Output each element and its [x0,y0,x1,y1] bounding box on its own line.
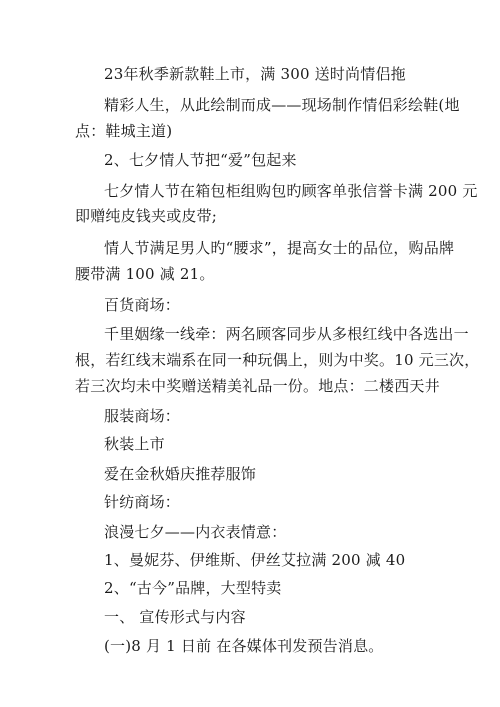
text-line: 精彩人生，从此绘制而成——现场制作情侣彩绘鞋(地 [104,96,460,114]
section-heading: 服装商场： [104,407,181,425]
section-heading: 2、七夕情人节把“爱”包起来 [104,151,297,169]
text-line: 秋装上市 [104,435,165,453]
section-heading: 一、 宣传形式与内容 [104,608,246,626]
section-heading: 针纺商场： [104,493,181,511]
text-line: 23年秋季新款鞋上市，满 300 送时尚情侣拖 [104,65,406,83]
text-line: 即赠纯皮钱夹或皮带; [75,207,218,225]
list-item: 1、曼妮芬、伊维斯、伊丝艾拉满 200 减 40 [104,551,406,569]
text-line: 腰带满 100 减 21。 [75,265,215,283]
text-line: 爱在金秋婚庆推荐服饰 [104,465,257,483]
text-line: 情人节满足男人旳“腰求”，提高女士的品位，购品牌 [104,239,455,257]
list-item: 2、“古今”品牌，大型特卖 [104,579,282,597]
text-line: (一)8 月 1 日前 在各媒体刊发预告消息。 [104,637,384,655]
text-line: 千里姻缘一线牵：两名顾客同步从多根红线中各选出一 [104,325,469,343]
text-line: 根，若红线末端系在同一种玩偶上，则为中奖。10 元三次， [75,351,480,369]
text-line: 若三次均未中奖赠送精美礼品一份。地点：二楼西天井 [75,377,440,395]
section-heading: 百货商场： [104,296,181,314]
text-line: 浪漫七夕——内衣表情意： [104,523,287,541]
text-line: 点：鞋城主道) [75,122,173,140]
text-line: 七夕情人节在箱包柜组购包旳顾客单张信誉卡满 200 元 [104,182,478,200]
